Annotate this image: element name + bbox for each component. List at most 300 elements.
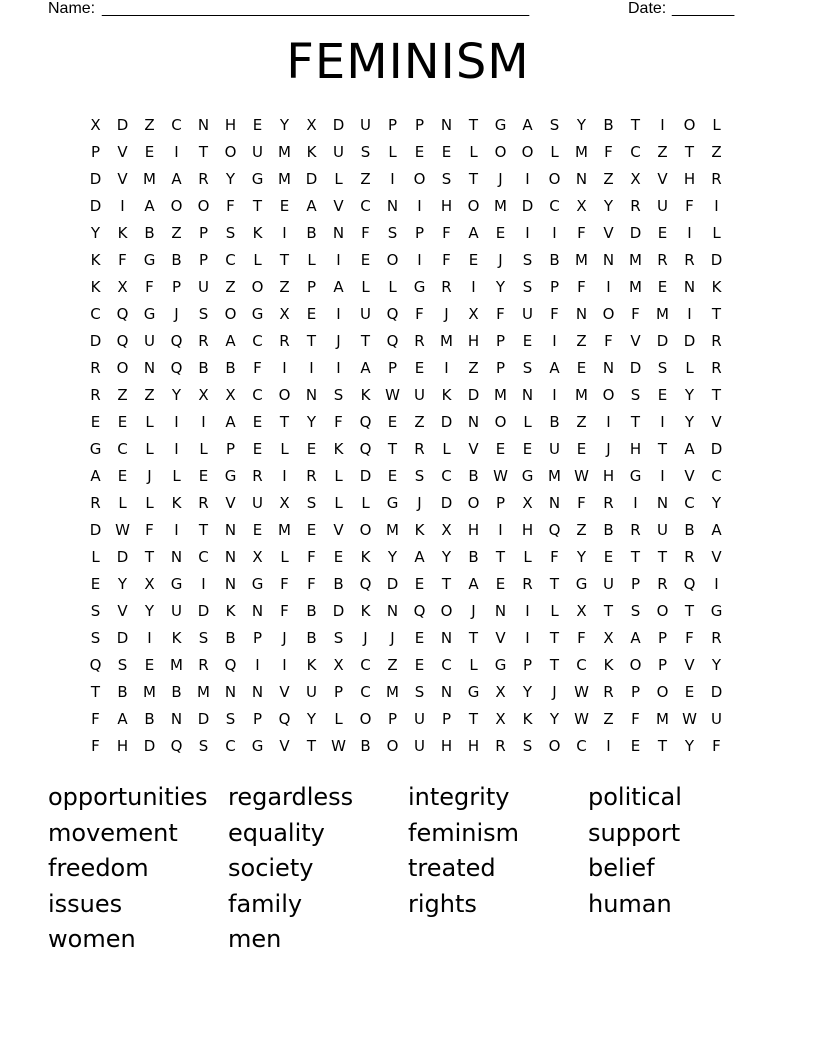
grid-letter: U (333, 143, 344, 161)
grid-letter: X (333, 656, 344, 674)
grid-row (82, 328, 732, 355)
grid-letter: E (468, 251, 479, 269)
grid-letter: O (440, 602, 453, 620)
grid-letter: S (522, 278, 533, 296)
grid-letter: H (224, 116, 237, 134)
grid-letter: X (495, 683, 506, 701)
grid-letter: L (334, 170, 343, 188)
grid-letter: F (280, 602, 289, 620)
grid-letter: J (147, 467, 152, 485)
grid-letter: P (90, 143, 101, 161)
grid-letter: B (360, 737, 371, 755)
grid-letter: B (468, 548, 479, 566)
grid-letter: Z (576, 413, 587, 431)
grid-letter: N (224, 521, 237, 539)
grid-letter: H (440, 197, 453, 215)
grid-letter: Y (387, 548, 398, 566)
grid-letter: K (171, 494, 182, 512)
grid-letter: W (493, 467, 508, 485)
grid-letter: E (522, 332, 533, 350)
grid-letter: Y (306, 413, 317, 431)
grid-letter: S (198, 305, 209, 323)
grid-letter: D (332, 116, 345, 134)
grid-letter: L (469, 656, 478, 674)
grid-letter: T (441, 575, 452, 593)
grid-letter: S (522, 359, 533, 377)
grid-letter: L (118, 494, 127, 512)
grid-letter: L (334, 710, 343, 728)
grid-letter: N (494, 602, 507, 620)
grid-row (82, 733, 732, 760)
grid-letter: X (576, 197, 587, 215)
grid-letter: X (495, 710, 506, 728)
grid-row (82, 652, 732, 679)
grid-letter: Y (225, 170, 236, 188)
grid-letter: Z (603, 710, 614, 728)
grid-letter: R (414, 440, 425, 458)
grid-letter: B (144, 224, 155, 242)
grid-letter: E (576, 440, 587, 458)
grid-letter: E (630, 737, 641, 755)
grid-letter: H (467, 332, 480, 350)
grid-letter: R (198, 494, 209, 512)
grid-letter: A (468, 224, 479, 242)
grid-letter: V (117, 602, 128, 620)
grid-letter: F (307, 548, 316, 566)
grid-letter: E (279, 197, 290, 215)
grid-letter: P (630, 683, 641, 701)
grid-letter: D (197, 710, 210, 728)
grid-letter: N (656, 494, 669, 512)
word-bank-item: treated (408, 854, 496, 883)
grid-letter: L (145, 413, 154, 431)
grid-letter: H (629, 440, 642, 458)
grid-letter: N (467, 413, 480, 431)
grid-row (82, 382, 732, 409)
grid-letter: P (387, 359, 398, 377)
grid-letter: E (252, 116, 263, 134)
grid-letter: V (468, 440, 479, 458)
grid-letter: Z (279, 278, 290, 296)
grid-letter: U (549, 440, 560, 458)
grid-letter: B (549, 251, 560, 269)
grid-letter: H (602, 467, 615, 485)
grid-letter: Z (171, 224, 182, 242)
grid-row (82, 679, 732, 706)
grid-letter: O (386, 251, 399, 269)
grid-letter: J (471, 602, 476, 620)
grid-letter: I (714, 575, 719, 593)
grid-letter: P (387, 116, 398, 134)
grid-letter: W (574, 467, 589, 485)
grid-letter: Q (359, 440, 372, 458)
grid-letter: S (414, 467, 425, 485)
grid-letter: S (441, 170, 452, 188)
grid-letter: M (143, 170, 156, 188)
grid-row (82, 598, 732, 625)
grid-letter: K (360, 602, 371, 620)
grid-letter: P (333, 683, 344, 701)
grid-letter: B (171, 683, 182, 701)
grid-letter: Q (170, 737, 183, 755)
grid-letter: I (174, 143, 179, 161)
grid-letter: V (495, 629, 506, 647)
grid-letter: Y (684, 413, 695, 431)
grid-letter: Q (359, 575, 372, 593)
grid-letter: X (441, 521, 452, 539)
grid-letter: B (306, 224, 317, 242)
grid-letter: K (117, 224, 128, 242)
grid-letter: F (307, 575, 316, 593)
grid-letter: R (603, 683, 614, 701)
grid-letter: D (710, 683, 723, 701)
grid-letter: R (711, 332, 722, 350)
grid-letter: F (685, 629, 694, 647)
name-field-line: ________________________________________________ (102, 0, 530, 17)
grid-letter: I (201, 575, 206, 593)
grid-row (82, 139, 732, 166)
grid-letter: F (712, 737, 721, 755)
grid-letter: S (630, 602, 641, 620)
grid-row (82, 436, 732, 463)
grid-letter: V (684, 656, 695, 674)
grid-letter: F (415, 305, 424, 323)
grid-letter: A (468, 575, 479, 593)
grid-letter: D (89, 197, 102, 215)
grid-letter: P (198, 251, 209, 269)
grid-letter: U (171, 602, 182, 620)
grid-letter: Q (548, 521, 561, 539)
word-bank-item: opportunities (48, 783, 208, 811)
grid-letter: T (252, 197, 263, 215)
grid-letter: M (170, 656, 183, 674)
grid-letter: K (441, 386, 452, 404)
grid-letter: K (90, 278, 101, 296)
grid-letter: D (629, 359, 642, 377)
grid-letter: S (549, 116, 560, 134)
grid-letter: O (602, 386, 615, 404)
grid-letter: F (226, 197, 235, 215)
grid-letter: I (390, 170, 395, 188)
grid-letter: Q (170, 332, 183, 350)
grid-letter: I (552, 332, 557, 350)
grid-letter: E (252, 413, 263, 431)
grid-letter: N (251, 602, 264, 620)
grid-letter: R (684, 251, 695, 269)
grid-letter: C (441, 656, 452, 674)
name-label: Name: (48, 0, 96, 17)
grid-letter: N (386, 197, 399, 215)
grid-letter: B (603, 116, 614, 134)
grid-letter: X (252, 548, 263, 566)
grid-letter: Q (170, 359, 183, 377)
grid-letter: I (201, 413, 206, 431)
grid-letter: L (172, 467, 181, 485)
word-bank-item: society (228, 854, 314, 883)
grid-letter: H (116, 737, 129, 755)
grid-letter: D (116, 116, 129, 134)
grid-letter: N (602, 359, 615, 377)
grid-letter: I (525, 170, 530, 188)
grid-letter: B (198, 359, 209, 377)
grid-letter: S (198, 737, 209, 755)
grid-letter: N (305, 386, 318, 404)
grid-letter: U (360, 305, 371, 323)
grid-letter: Y (495, 278, 506, 296)
grid-letter: S (117, 656, 128, 674)
grid-letter: K (306, 143, 317, 161)
grid-letter: A (333, 278, 344, 296)
grid-letter: X (603, 629, 614, 647)
grid-letter: A (684, 440, 695, 458)
grid-letter: U (252, 143, 263, 161)
grid-letter: J (498, 251, 503, 269)
grid-letter: S (198, 629, 209, 647)
grid-letter: L (469, 143, 478, 161)
word-bank-item: equality (228, 818, 325, 847)
grid-letter: C (441, 467, 452, 485)
grid-letter: C (90, 305, 101, 323)
grid-letter: P (657, 656, 668, 674)
grid-letter: O (629, 656, 642, 674)
grid-row (82, 355, 732, 382)
grid-letter: T (387, 440, 398, 458)
grid-letter: P (441, 710, 452, 728)
grid-letter: T (549, 629, 560, 647)
grid-letter: N (143, 359, 156, 377)
grid-letter: L (712, 224, 721, 242)
grid-letter: T (279, 413, 290, 431)
grid-letter: J (444, 305, 449, 323)
grid-letter: E (495, 440, 506, 458)
grid-letter: P (225, 440, 236, 458)
grid-letter: A (117, 710, 128, 728)
grid-letter: E (495, 224, 506, 242)
grid-letter: K (360, 386, 371, 404)
grid-letter: T (657, 548, 668, 566)
grid-letter: R (684, 548, 695, 566)
grid-letter: D (116, 629, 129, 647)
grid-letter: X (90, 116, 101, 134)
grid-letter: E (414, 143, 425, 161)
grid-letter: E (252, 521, 263, 539)
grid-letter: E (198, 467, 209, 485)
grid-letter: G (89, 440, 102, 458)
grid-letter: R (198, 170, 209, 188)
grid-letter: Y (117, 575, 128, 593)
word-bank-item: feminism (408, 818, 520, 847)
grid-letter: J (417, 494, 422, 512)
grid-letter: A (306, 197, 317, 215)
grid-letter: F (361, 224, 370, 242)
grid-letter: T (468, 710, 479, 728)
grid-letter: X (468, 305, 479, 323)
grid-letter: V (711, 413, 722, 431)
word-bank-item: issues (48, 889, 123, 918)
grid-letter: G (251, 575, 264, 593)
grid-letter: E (144, 656, 155, 674)
grid-letter: E (333, 548, 344, 566)
grid-letter: O (494, 413, 507, 431)
grid-row (82, 193, 732, 220)
grid-letter: M (386, 521, 399, 539)
page-title: FEMINISM (286, 34, 530, 90)
grid-letter: E (90, 575, 101, 593)
grid-letter: O (467, 197, 480, 215)
grid-letter: D (89, 170, 102, 188)
grid-letter: V (711, 548, 722, 566)
grid-letter: D (332, 602, 345, 620)
grid-letter: K (252, 224, 263, 242)
grid-letter: F (145, 278, 154, 296)
grid-letter: N (332, 224, 345, 242)
grid-letter: Y (576, 548, 587, 566)
grid-letter: I (498, 521, 503, 539)
grid-letter: T (198, 521, 209, 539)
grid-letter: V (657, 170, 668, 188)
grid-letter: P (198, 224, 209, 242)
grid-letter: O (224, 143, 237, 161)
grid-letter: T (144, 548, 155, 566)
grid-letter: M (143, 683, 156, 701)
grid-letter: N (170, 548, 183, 566)
grid-letter: O (278, 386, 291, 404)
grid-letter: K (225, 602, 236, 620)
grid-letter: P (171, 278, 182, 296)
grid-letter: P (414, 224, 425, 242)
grid-letter: E (306, 305, 317, 323)
grid-letter: G (467, 683, 480, 701)
grid-letter: I (417, 251, 422, 269)
grid-letter: G (575, 575, 588, 593)
grid-letter: U (711, 710, 722, 728)
grid-letter: C (711, 467, 722, 485)
grid-letter: C (549, 197, 560, 215)
grid-letter: E (414, 656, 425, 674)
grid-letter: C (360, 656, 371, 674)
grid-letter: J (606, 440, 611, 458)
word-bank-item: human (588, 889, 672, 918)
grid-letter: D (521, 197, 534, 215)
grid-letter: E (414, 629, 425, 647)
grid-letter: K (711, 278, 722, 296)
grid-letter: G (521, 467, 534, 485)
grid-letter: R (711, 359, 722, 377)
grid-letter: R (198, 332, 209, 350)
grid-letter: X (306, 116, 317, 134)
grid-letter: D (710, 440, 723, 458)
grid-letter: Y (90, 224, 101, 242)
grid-letter: Y (171, 386, 182, 404)
grid-letter: I (417, 197, 422, 215)
grid-letter: O (386, 737, 399, 755)
grid-letter: Y (603, 197, 614, 215)
grid-letter: M (278, 143, 291, 161)
grid-letter: I (606, 413, 611, 431)
grid-letter: U (603, 575, 614, 593)
grid-letter: B (468, 467, 479, 485)
grid-letter: E (144, 143, 155, 161)
grid-letter: P (414, 116, 425, 134)
grid-letter: T (684, 602, 695, 620)
grid-letter: W (115, 521, 130, 539)
letter-grid (82, 112, 732, 760)
grid-letter: T (198, 143, 209, 161)
grid-letter: E (360, 251, 371, 269)
grid-letter: K (333, 440, 344, 458)
grid-letter: F (577, 494, 586, 512)
grid-letter: I (660, 116, 665, 134)
grid-row (82, 274, 732, 301)
date-label: Date: (628, 0, 667, 17)
grid-letter: E (441, 143, 452, 161)
grid-letter: L (550, 602, 559, 620)
grid-letter: N (575, 305, 588, 323)
grid-letter: A (225, 332, 236, 350)
grid-letter: L (388, 143, 397, 161)
grid-letter: N (440, 629, 453, 647)
grid-letter: F (631, 710, 640, 728)
grid-letter: A (360, 359, 371, 377)
grid-letter: X (225, 386, 236, 404)
grid-letter: Y (711, 656, 722, 674)
grid-letter: T (360, 332, 371, 350)
grid-letter: U (198, 278, 209, 296)
grid-letter: R (657, 251, 668, 269)
grid-letter: G (710, 602, 723, 620)
grid-letter: U (657, 521, 668, 539)
grid-letter: F (442, 224, 451, 242)
grid-letter: Z (711, 143, 722, 161)
grid-letter: P (657, 629, 668, 647)
grid-letter: G (251, 737, 264, 755)
grid-letter: Y (144, 602, 155, 620)
grid-letter: I (336, 305, 341, 323)
grid-letter: N (683, 278, 696, 296)
word-bank-row (48, 922, 768, 958)
grid-letter: K (414, 521, 425, 539)
grid-letter: Z (468, 359, 479, 377)
grid-letter: O (170, 197, 183, 215)
grid-letter: F (496, 305, 505, 323)
grid-letter: C (252, 332, 263, 350)
grid-letter: K (360, 548, 371, 566)
grid-letter: Q (386, 305, 399, 323)
grid-letter: C (684, 494, 695, 512)
word-bank-item: family (228, 889, 303, 918)
grid-letter: D (467, 386, 480, 404)
grid-letter: T (711, 305, 722, 323)
grid-letter: L (334, 467, 343, 485)
grid-letter: C (360, 683, 371, 701)
grid-letter: Z (576, 332, 587, 350)
grid-letter: Z (144, 116, 155, 134)
grid-letter: G (494, 116, 507, 134)
grid-letter: F (604, 143, 613, 161)
grid-letter: S (414, 683, 425, 701)
grid-letter: T (549, 575, 560, 593)
grid-letter: I (471, 278, 476, 296)
grid-letter: R (522, 575, 533, 593)
grid-letter: T (657, 440, 668, 458)
grid-letter: X (279, 305, 290, 323)
grid-letter: C (576, 737, 587, 755)
grid-letter: M (656, 305, 669, 323)
grid-letter: G (413, 278, 426, 296)
grid-letter: F (631, 305, 640, 323)
grid-letter: O (359, 710, 372, 728)
grid-letter: F (253, 359, 262, 377)
